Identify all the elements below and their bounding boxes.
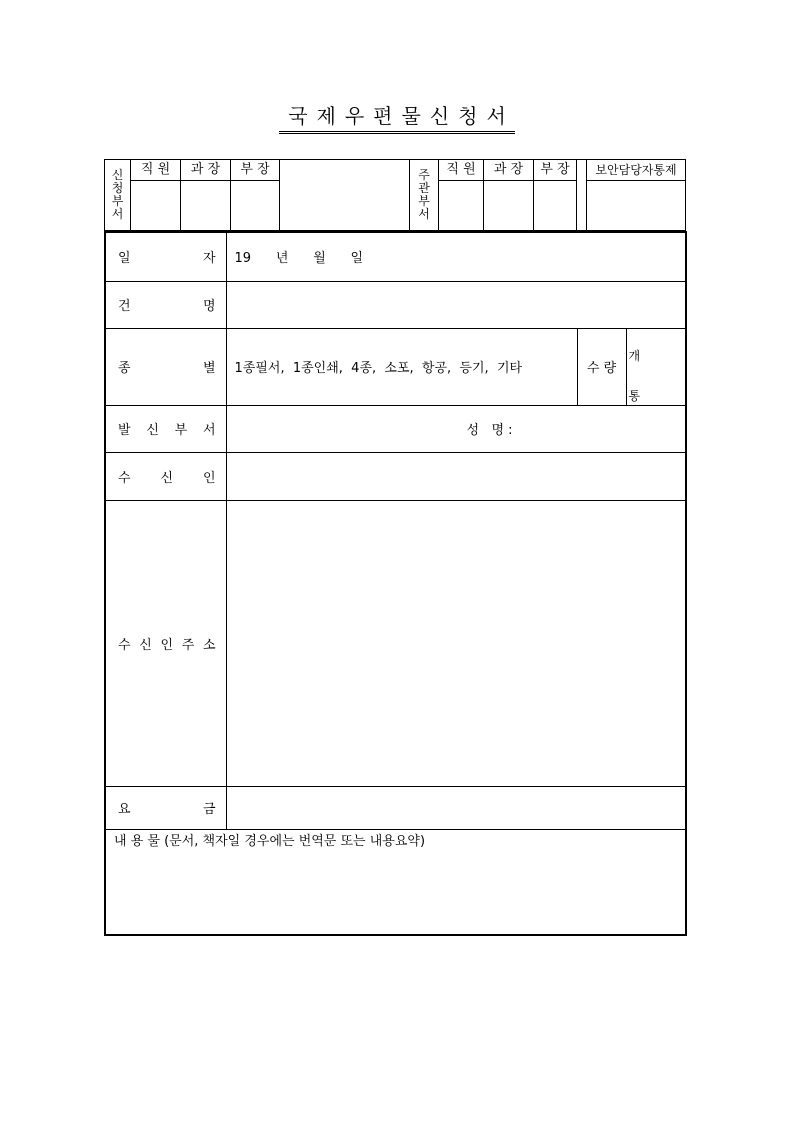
fee-field[interactable]	[226, 786, 685, 829]
contents-field[interactable]	[106, 829, 685, 934]
approval-gap	[577, 160, 587, 231]
quantity-field[interactable]	[626, 328, 685, 405]
name-label: 성 명 :	[466, 423, 513, 438]
recipient-field[interactable]	[226, 452, 685, 500]
recipient-label: 수 신 인	[106, 452, 226, 500]
quantity-label: 수 량	[577, 328, 626, 405]
applicant-section-chief-sign[interactable]	[181, 181, 231, 231]
type-options[interactable]: 1종필서, 1종인쇄, 4종, 소포, 항공, 등기, 기타	[226, 328, 577, 405]
applicant-staff-sign[interactable]	[131, 181, 181, 231]
managing-dept-label: 주관부서	[410, 160, 439, 231]
managing-section-chief-label: 과 장	[484, 160, 534, 181]
application-form	[104, 231, 687, 936]
contents-label: 내 용 물 (문서, 책자일 경우에는 번역문 또는 내용요약)	[114, 833, 426, 849]
type-label: 종 별	[106, 328, 226, 405]
applicant-dept-head-label: 부 장	[231, 160, 280, 181]
managing-staff-sign[interactable]	[439, 181, 484, 231]
address-field[interactable]	[226, 500, 685, 786]
page-title: 국제우편물신청서	[279, 104, 515, 134]
address-label: 수 신 인 주 소	[106, 500, 226, 786]
title-area	[0, 104, 794, 134]
security-sign[interactable]	[587, 181, 686, 231]
managing-section-chief-sign[interactable]	[484, 181, 534, 231]
quantity-unit-letters: 통	[628, 388, 641, 403]
quantity-unit-pieces: 개	[628, 348, 641, 363]
subject-label: 건 명	[106, 281, 226, 328]
sender-dept-field[interactable]	[226, 405, 685, 452]
managing-dept-head-sign[interactable]	[534, 181, 577, 231]
sender-dept-label: 발 신 부 서	[106, 405, 226, 452]
date-field[interactable]: 19 년 월 일	[226, 233, 685, 281]
subject-field[interactable]	[226, 281, 685, 328]
applicant-section-chief-label: 과 장	[181, 160, 231, 181]
date-label: 일 자	[106, 233, 226, 281]
applicant-staff-label: 직 원	[131, 160, 181, 181]
applicant-dept-label: 신청부서	[105, 160, 131, 231]
fee-label: 요 금	[106, 786, 226, 829]
applicant-dept-head-sign[interactable]	[231, 181, 280, 231]
approval-table	[104, 159, 686, 231]
managing-staff-label: 직 원	[439, 160, 484, 181]
applicant-blank-cell[interactable]	[280, 160, 410, 231]
security-label: 보안담당자통제	[587, 160, 686, 181]
managing-dept-head-label: 부 장	[534, 160, 577, 181]
